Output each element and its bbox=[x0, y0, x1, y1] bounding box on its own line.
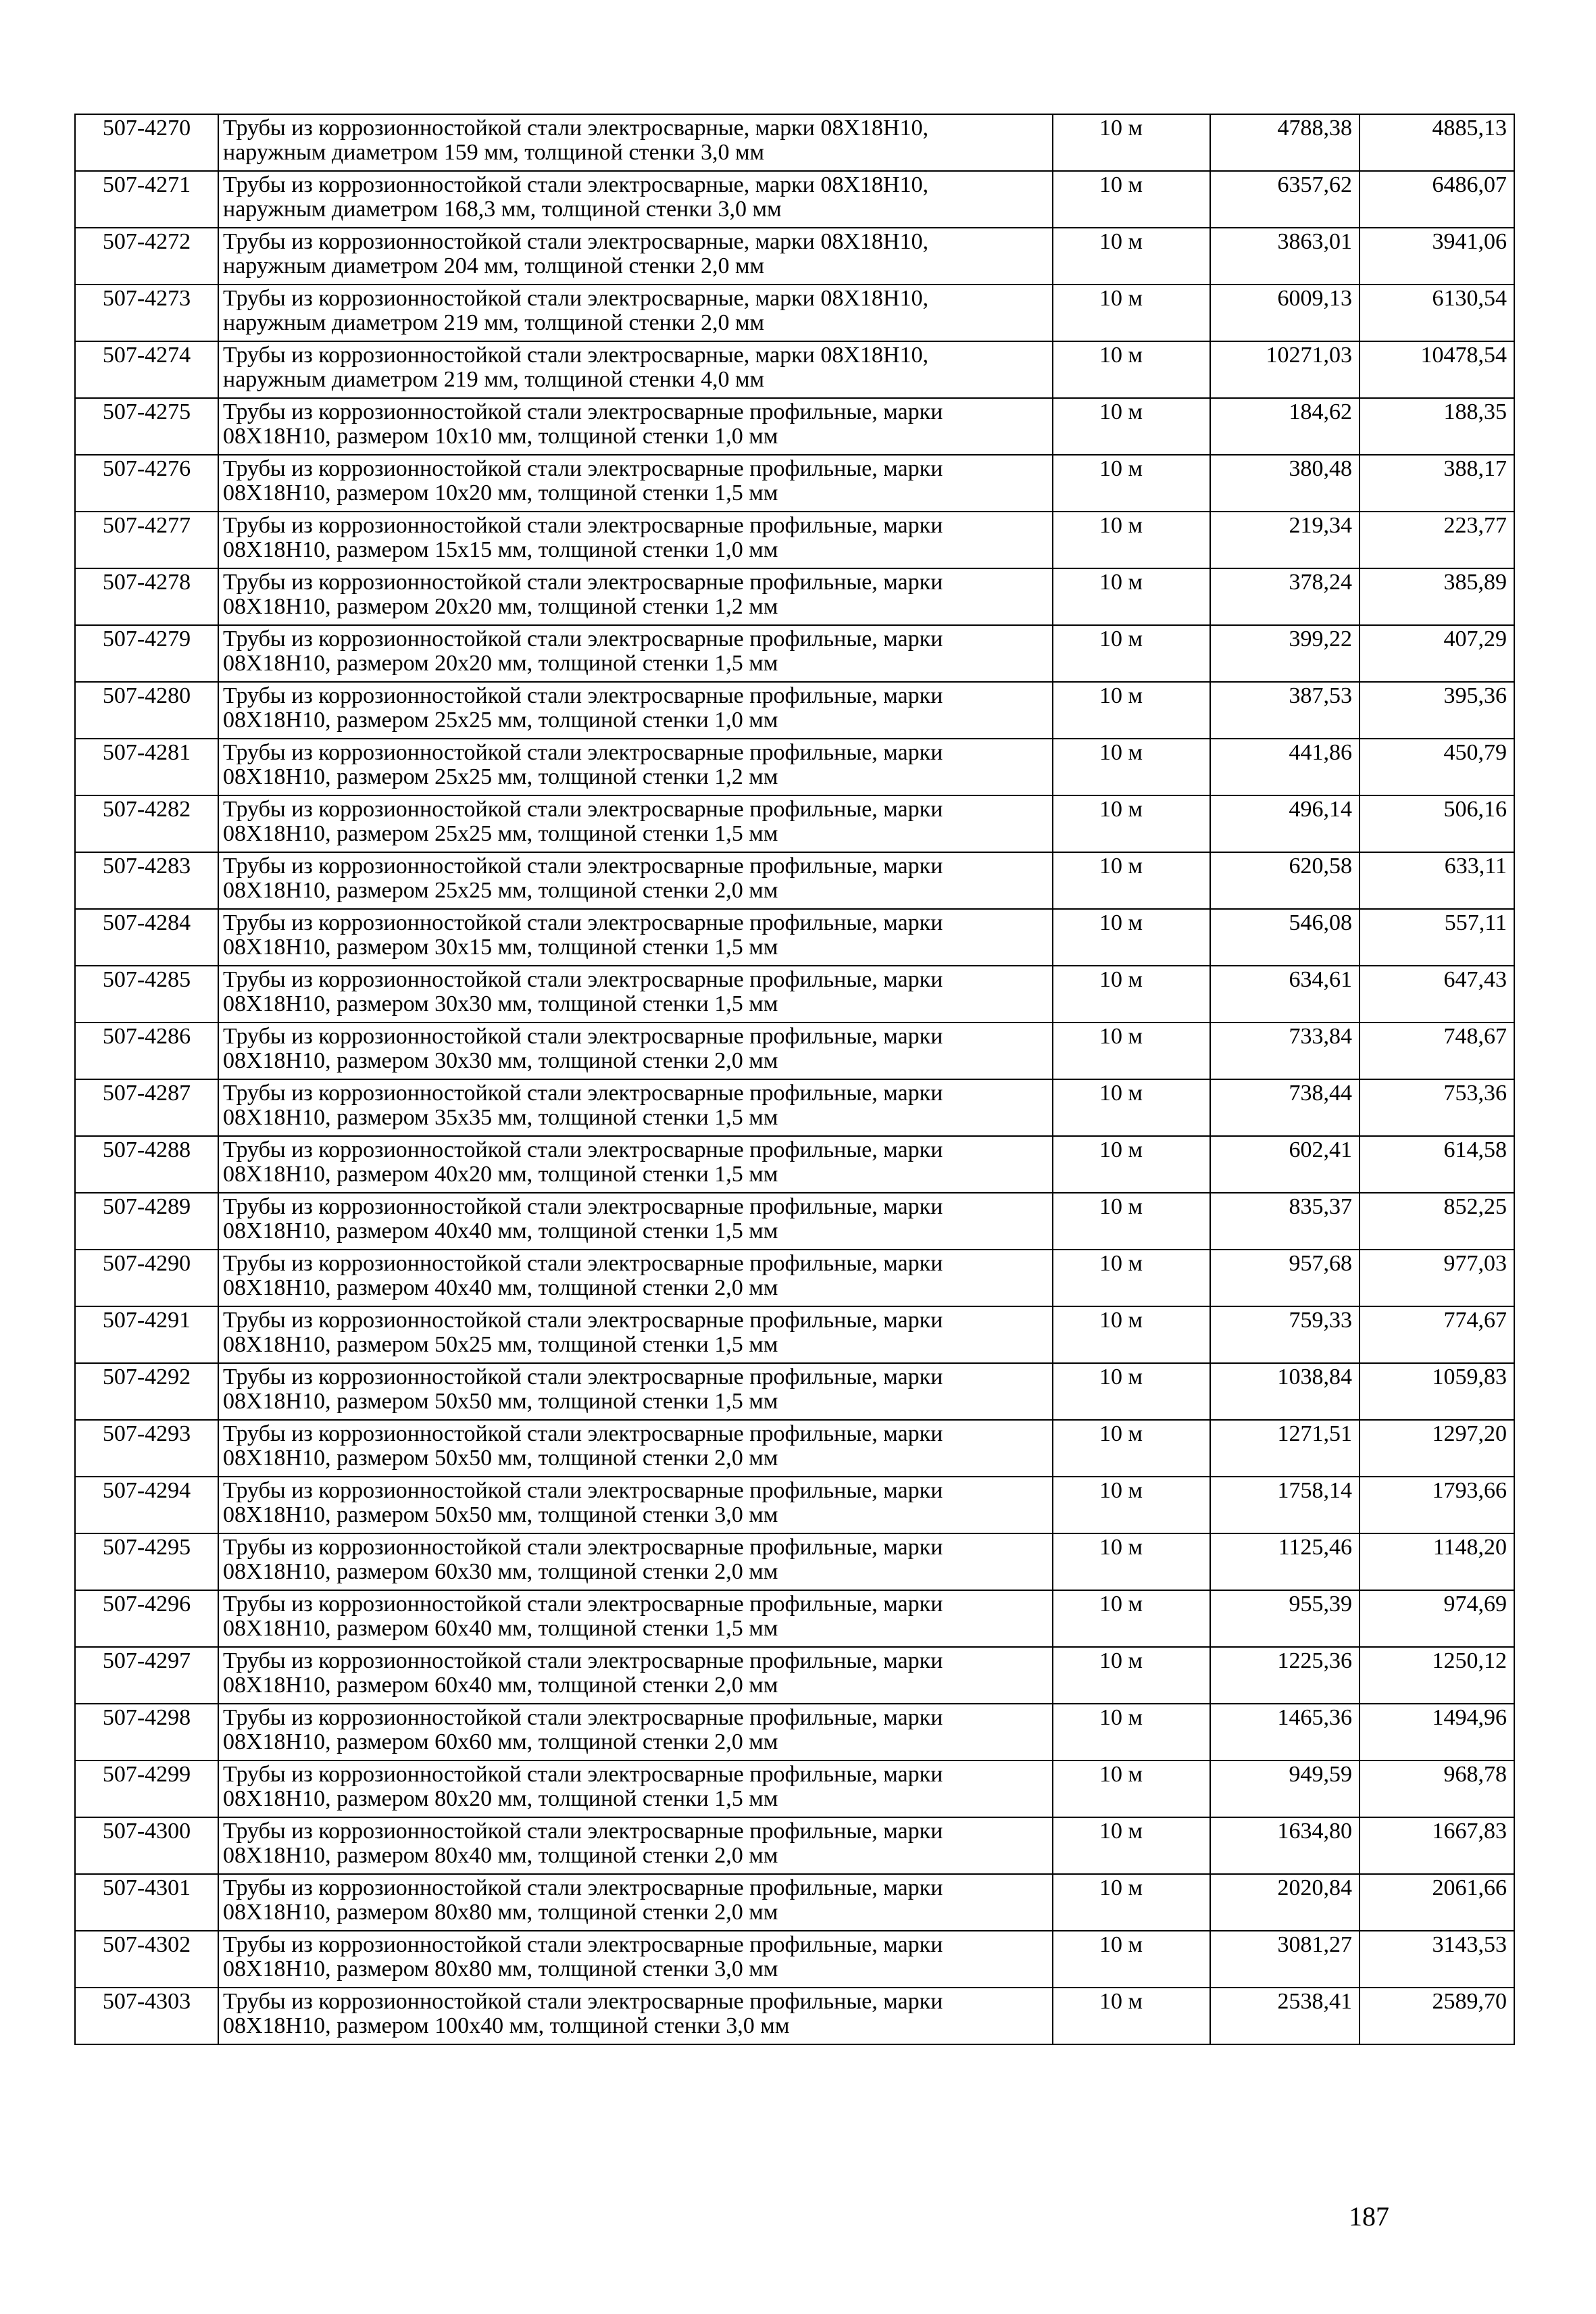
price-1-cell: 733,84 bbox=[1210, 1023, 1360, 1079]
item-name-cell bbox=[218, 455, 1053, 512]
price-2-cell: 1250,12 bbox=[1360, 1647, 1514, 1704]
item-name-line-1: Трубы из коррозионностойкой стали электросварные профильные, марки bbox=[223, 456, 943, 481]
price-2-cell: 647,43 bbox=[1360, 966, 1514, 1023]
item-code-cell: 507-4273 bbox=[75, 285, 218, 341]
item-code-cell: 507-4278 bbox=[75, 568, 218, 625]
table-row bbox=[75, 1136, 1514, 1193]
table-row bbox=[75, 966, 1514, 1023]
price-2-cell: 974,69 bbox=[1360, 1590, 1514, 1647]
item-name-cell bbox=[218, 114, 1053, 171]
unit-cell: 10 м bbox=[1053, 1988, 1210, 2044]
item-name-cell bbox=[218, 852, 1053, 909]
price-2-cell: 395,36 bbox=[1360, 682, 1514, 739]
unit-cell: 10 м bbox=[1053, 568, 1210, 625]
item-name-line-2: 08Х18Н10, размером 30х15 мм, толщиной стенки 1,5 мм bbox=[223, 935, 778, 960]
table-row bbox=[75, 682, 1514, 739]
item-name-cell bbox=[218, 568, 1053, 625]
item-name-line-2: 08Х18Н10, размером 80х20 мм, толщиной стенки 1,5 мм bbox=[223, 1786, 778, 1811]
table-row bbox=[75, 1647, 1514, 1704]
table-row bbox=[75, 1306, 1514, 1363]
table-row bbox=[75, 1363, 1514, 1420]
unit-cell: 10 м bbox=[1053, 1193, 1210, 1250]
unit-cell: 10 м bbox=[1053, 852, 1210, 909]
table-row bbox=[75, 398, 1514, 455]
unit-cell: 10 м bbox=[1053, 1817, 1210, 1874]
item-name-line-1: Трубы из коррозионностойкой стали электросварные профильные, марки bbox=[223, 1875, 943, 1900]
item-code-cell: 507-4270 bbox=[75, 114, 218, 171]
price-2-cell: 1667,83 bbox=[1360, 1817, 1514, 1874]
item-name-line-2: 08Х18Н10, размером 10х20 мм, толщиной стенки 1,5 мм bbox=[223, 481, 778, 506]
item-name-line-2: 08Х18Н10, размером 40х20 мм, толщиной стенки 1,5 мм bbox=[223, 1162, 778, 1187]
item-name-line-2: 08Х18Н10, размером 25х25 мм, толщиной стенки 1,2 мм bbox=[223, 764, 778, 789]
price-2-cell: 557,11 bbox=[1360, 909, 1514, 966]
price-2-cell: 852,25 bbox=[1360, 1193, 1514, 1250]
price-2-cell: 748,67 bbox=[1360, 1023, 1514, 1079]
table-row bbox=[75, 1250, 1514, 1306]
price-1-cell: 387,53 bbox=[1210, 682, 1360, 739]
item-name-line-1: Трубы из коррозионностойкой стали электросварные профильные, марки bbox=[223, 910, 943, 935]
unit-cell: 10 м bbox=[1053, 1250, 1210, 1306]
price-1-cell: 6357,62 bbox=[1210, 171, 1360, 228]
item-code-cell: 507-4287 bbox=[75, 1079, 218, 1136]
unit-cell: 10 м bbox=[1053, 739, 1210, 795]
item-code-cell: 507-4272 bbox=[75, 228, 218, 285]
item-name-cell bbox=[218, 285, 1053, 341]
item-name-cell bbox=[218, 1420, 1053, 1477]
item-name-line-1: Трубы из коррозионностойкой стали электросварные, марки 08Х18Н10, bbox=[223, 229, 928, 254]
item-name-cell bbox=[218, 1136, 1053, 1193]
table-row bbox=[75, 1874, 1514, 1931]
unit-cell: 10 м bbox=[1053, 1931, 1210, 1988]
price-2-cell: 968,78 bbox=[1360, 1761, 1514, 1817]
price-2-cell: 753,36 bbox=[1360, 1079, 1514, 1136]
item-name-line-1: Трубы из коррозионностойкой стали электросварные профильные, марки bbox=[223, 1592, 943, 1617]
item-name-line-2: 08Х18Н10, размером 20х20 мм, толщиной стенки 1,2 мм bbox=[223, 594, 778, 619]
item-code-cell: 507-4300 bbox=[75, 1817, 218, 1874]
table-row bbox=[75, 341, 1514, 398]
item-code-cell: 507-4294 bbox=[75, 1477, 218, 1533]
item-code-cell: 507-4285 bbox=[75, 966, 218, 1023]
unit-cell: 10 м bbox=[1053, 1477, 1210, 1533]
price-1-cell: 219,34 bbox=[1210, 512, 1360, 568]
unit-cell: 10 м bbox=[1053, 682, 1210, 739]
price-1-cell: 759,33 bbox=[1210, 1306, 1360, 1363]
item-name-line-2: наружным диаметром 219 мм, толщиной стенки 4,0 мм bbox=[223, 367, 764, 392]
item-code-cell: 507-4290 bbox=[75, 1250, 218, 1306]
table-row bbox=[75, 1533, 1514, 1590]
table-row bbox=[75, 1477, 1514, 1533]
price-1-cell: 3081,27 bbox=[1210, 1931, 1360, 1988]
item-name-cell bbox=[218, 1874, 1053, 1931]
item-code-cell: 507-4275 bbox=[75, 398, 218, 455]
item-code-cell: 507-4280 bbox=[75, 682, 218, 739]
price-table bbox=[74, 114, 1515, 2045]
price-1-cell: 441,86 bbox=[1210, 739, 1360, 795]
price-2-cell: 10478,54 bbox=[1360, 341, 1514, 398]
item-name-line-1: Трубы из коррозионностойкой стали электросварные профильные, марки bbox=[223, 683, 943, 708]
item-name-cell bbox=[218, 341, 1053, 398]
price-2-cell: 223,77 bbox=[1360, 512, 1514, 568]
table-row bbox=[75, 285, 1514, 341]
unit-cell: 10 м bbox=[1053, 1363, 1210, 1420]
item-name-cell bbox=[218, 512, 1053, 568]
item-name-line-1: Трубы из коррозионностойкой стали электросварные профильные, марки bbox=[223, 1478, 943, 1503]
unit-cell: 10 м bbox=[1053, 1023, 1210, 1079]
table-row bbox=[75, 455, 1514, 512]
item-name-line-2: 08Х18Н10, размером 35х35 мм, толщиной стенки 1,5 мм bbox=[223, 1105, 778, 1130]
item-code-cell: 507-4277 bbox=[75, 512, 218, 568]
price-1-cell: 949,59 bbox=[1210, 1761, 1360, 1817]
item-name-line-1: Трубы из коррозионностойкой стали электросварные профильные, марки bbox=[223, 1024, 943, 1049]
unit-cell: 10 м bbox=[1053, 1533, 1210, 1590]
table-row bbox=[75, 1193, 1514, 1250]
item-code-cell: 507-4301 bbox=[75, 1874, 218, 1931]
item-name-line-2: наружным диаметром 204 мм, толщиной стенки 2,0 мм bbox=[223, 253, 764, 278]
item-name-line-1: Трубы из коррозионностойкой стали электросварные, марки 08Х18Н10, bbox=[223, 116, 928, 141]
item-name-cell bbox=[218, 1533, 1053, 1590]
price-1-cell: 184,62 bbox=[1210, 398, 1360, 455]
item-code-cell: 507-4288 bbox=[75, 1136, 218, 1193]
item-name-line-1: Трубы из коррозионностойкой стали электросварные профильные, марки bbox=[223, 1251, 943, 1276]
item-name-line-2: 08Х18Н10, размером 50х50 мм, толщиной стенки 1,5 мм bbox=[223, 1389, 778, 1414]
price-1-cell: 1225,36 bbox=[1210, 1647, 1360, 1704]
table-row bbox=[75, 795, 1514, 852]
table-row bbox=[75, 512, 1514, 568]
price-1-cell: 1634,80 bbox=[1210, 1817, 1360, 1874]
price-1-cell: 2020,84 bbox=[1210, 1874, 1360, 1931]
table-row bbox=[75, 1931, 1514, 1988]
item-name-line-1: Трубы из коррозионностойкой стали электросварные профильные, марки bbox=[223, 1194, 943, 1219]
price-2-cell: 385,89 bbox=[1360, 568, 1514, 625]
item-code-cell: 507-4283 bbox=[75, 852, 218, 909]
item-name-line-1: Трубы из коррозионностойкой стали электросварные профильные, марки bbox=[223, 1364, 943, 1389]
unit-cell: 10 м bbox=[1053, 1136, 1210, 1193]
table-row bbox=[75, 1761, 1514, 1817]
price-1-cell: 1271,51 bbox=[1210, 1420, 1360, 1477]
price-2-cell: 1297,20 bbox=[1360, 1420, 1514, 1477]
item-code-cell: 507-4274 bbox=[75, 341, 218, 398]
price-1-cell: 955,39 bbox=[1210, 1590, 1360, 1647]
item-name-line-1: Трубы из коррозионностойкой стали электросварные профильные, марки bbox=[223, 854, 943, 879]
item-name-line-2: 08Х18Н10, размером 100х40 мм, толщиной стенки 3,0 мм bbox=[223, 2013, 790, 2038]
unit-cell: 10 м bbox=[1053, 171, 1210, 228]
item-code-cell: 507-4286 bbox=[75, 1023, 218, 1079]
item-name-cell bbox=[218, 1817, 1053, 1874]
price-2-cell: 6486,07 bbox=[1360, 171, 1514, 228]
item-name-line-1: Трубы из коррозионностойкой стали электросварные, марки 08Х18Н10, bbox=[223, 172, 928, 197]
item-code-cell: 507-4293 bbox=[75, 1420, 218, 1477]
item-name-line-1: Трубы из коррозионностойкой стали электросварные профильные, марки bbox=[223, 1421, 943, 1446]
item-name-line-1: Трубы из коррозионностойкой стали электросварные профильные, марки bbox=[223, 1762, 943, 1787]
page-number: 187 bbox=[1349, 2201, 1389, 2232]
item-name-cell bbox=[218, 1590, 1053, 1647]
table-row bbox=[75, 625, 1514, 682]
item-name-line-1: Трубы из коррозионностойкой стали электросварные профильные, марки bbox=[223, 626, 943, 651]
table-row bbox=[75, 1590, 1514, 1647]
item-name-cell bbox=[218, 1023, 1053, 1079]
unit-cell: 10 м bbox=[1053, 966, 1210, 1023]
unit-cell: 10 м bbox=[1053, 1420, 1210, 1477]
item-name-line-1: Трубы из коррозионностойкой стали электросварные профильные, марки bbox=[223, 1819, 943, 1844]
table-row bbox=[75, 739, 1514, 795]
price-1-cell: 835,37 bbox=[1210, 1193, 1360, 1250]
item-code-cell: 507-4284 bbox=[75, 909, 218, 966]
item-name-line-2: 08Х18Н10, размером 15х15 мм, толщиной стенки 1,0 мм bbox=[223, 537, 778, 562]
price-1-cell: 1125,46 bbox=[1210, 1533, 1360, 1590]
price-2-cell: 1059,83 bbox=[1360, 1363, 1514, 1420]
item-code-cell: 507-4299 bbox=[75, 1761, 218, 1817]
item-code-cell: 507-4289 bbox=[75, 1193, 218, 1250]
price-1-cell: 1758,14 bbox=[1210, 1477, 1360, 1533]
item-name-cell bbox=[218, 909, 1053, 966]
price-1-cell: 496,14 bbox=[1210, 795, 1360, 852]
item-name-cell bbox=[218, 1761, 1053, 1817]
item-code-cell: 507-4282 bbox=[75, 795, 218, 852]
table-row bbox=[75, 1817, 1514, 1874]
item-name-line-2: 08Х18Н10, размером 50х50 мм, толщиной стенки 3,0 мм bbox=[223, 1502, 778, 1527]
item-name-line-1: Трубы из коррозионностойкой стали электросварные профильные, марки bbox=[223, 740, 943, 765]
item-name-line-1: Трубы из коррозионностойкой стали электросварные профильные, марки bbox=[223, 399, 943, 424]
item-name-line-1: Трубы из коррозионностойкой стали электросварные профильные, марки bbox=[223, 1989, 943, 2014]
item-name-cell bbox=[218, 398, 1053, 455]
item-name-cell bbox=[218, 682, 1053, 739]
table-row bbox=[75, 171, 1514, 228]
item-name-line-1: Трубы из коррозионностойкой стали электросварные профильные, марки bbox=[223, 797, 943, 822]
item-name-cell bbox=[218, 739, 1053, 795]
price-2-cell: 1793,66 bbox=[1360, 1477, 1514, 1533]
item-code-cell: 507-4295 bbox=[75, 1533, 218, 1590]
price-1-cell: 378,24 bbox=[1210, 568, 1360, 625]
price-1-cell: 546,08 bbox=[1210, 909, 1360, 966]
item-name-line-1: Трубы из коррозионностойкой стали электросварные, марки 08Х18Н10, bbox=[223, 286, 928, 311]
price-1-cell: 634,61 bbox=[1210, 966, 1360, 1023]
item-name-cell bbox=[218, 1250, 1053, 1306]
price-1-cell: 4788,38 bbox=[1210, 114, 1360, 171]
item-code-cell: 507-4303 bbox=[75, 1988, 218, 2044]
unit-cell: 10 м bbox=[1053, 285, 1210, 341]
item-name-line-1: Трубы из коррозионностойкой стали электросварные профильные, марки bbox=[223, 1081, 943, 1106]
price-2-cell: 633,11 bbox=[1360, 852, 1514, 909]
price-1-cell: 738,44 bbox=[1210, 1079, 1360, 1136]
item-name-line-2: 08Х18Н10, размером 60х60 мм, толщиной стенки 2,0 мм bbox=[223, 1729, 778, 1754]
price-1-cell: 957,68 bbox=[1210, 1250, 1360, 1306]
item-code-cell: 507-4296 bbox=[75, 1590, 218, 1647]
price-2-cell: 450,79 bbox=[1360, 739, 1514, 795]
unit-cell: 10 м bbox=[1053, 228, 1210, 285]
unit-cell: 10 м bbox=[1053, 341, 1210, 398]
price-2-cell: 188,35 bbox=[1360, 398, 1514, 455]
unit-cell: 10 м bbox=[1053, 1590, 1210, 1647]
item-name-cell bbox=[218, 1647, 1053, 1704]
price-1-cell: 6009,13 bbox=[1210, 285, 1360, 341]
table-row bbox=[75, 1704, 1514, 1761]
price-2-cell: 6130,54 bbox=[1360, 285, 1514, 341]
item-name-cell bbox=[218, 1931, 1053, 1988]
item-name-cell bbox=[218, 1363, 1053, 1420]
price-1-cell: 602,41 bbox=[1210, 1136, 1360, 1193]
item-name-cell bbox=[218, 1193, 1053, 1250]
item-name-line-1: Трубы из коррозионностойкой стали электросварные профильные, марки bbox=[223, 1932, 943, 1957]
unit-cell: 10 м bbox=[1053, 625, 1210, 682]
item-name-cell bbox=[218, 966, 1053, 1023]
unit-cell: 10 м bbox=[1053, 795, 1210, 852]
price-1-cell: 10271,03 bbox=[1210, 341, 1360, 398]
price-1-cell: 399,22 bbox=[1210, 625, 1360, 682]
item-name-line-2: 08Х18Н10, размером 40х40 мм, толщиной стенки 2,0 мм bbox=[223, 1275, 778, 1300]
item-code-cell: 507-4281 bbox=[75, 739, 218, 795]
item-code-cell: 507-4302 bbox=[75, 1931, 218, 1988]
unit-cell: 10 м bbox=[1053, 512, 1210, 568]
item-name-line-2: наружным диаметром 168,3 мм, толщиной стенки 3,0 мм bbox=[223, 197, 782, 222]
price-2-cell: 4885,13 bbox=[1360, 114, 1514, 171]
price-2-cell: 614,58 bbox=[1360, 1136, 1514, 1193]
price-2-cell: 1494,96 bbox=[1360, 1704, 1514, 1761]
item-name-cell bbox=[218, 228, 1053, 285]
unit-cell: 10 м bbox=[1053, 1761, 1210, 1817]
item-code-cell: 507-4292 bbox=[75, 1363, 218, 1420]
item-name-line-2: 08Х18Н10, размером 80х80 мм, толщиной стенки 3,0 мм bbox=[223, 1956, 778, 1981]
table-row bbox=[75, 1023, 1514, 1079]
table-row bbox=[75, 114, 1514, 171]
table-row bbox=[75, 228, 1514, 285]
price-2-cell: 977,03 bbox=[1360, 1250, 1514, 1306]
price-1-cell: 620,58 bbox=[1210, 852, 1360, 909]
price-1-cell: 3863,01 bbox=[1210, 228, 1360, 285]
price-2-cell: 774,67 bbox=[1360, 1306, 1514, 1363]
item-name-line-2: 08Х18Н10, размером 60х40 мм, толщиной стенки 2,0 мм bbox=[223, 1673, 778, 1698]
table-row bbox=[75, 852, 1514, 909]
item-name-line-1: Трубы из коррозионностойкой стали электросварные профильные, марки bbox=[223, 967, 943, 992]
price-2-cell: 2589,70 bbox=[1360, 1988, 1514, 2044]
table-row bbox=[75, 1420, 1514, 1477]
price-2-cell: 3941,06 bbox=[1360, 228, 1514, 285]
item-name-cell bbox=[218, 625, 1053, 682]
price-2-cell: 3143,53 bbox=[1360, 1931, 1514, 1988]
unit-cell: 10 м bbox=[1053, 398, 1210, 455]
unit-cell: 10 м bbox=[1053, 1079, 1210, 1136]
item-name-line-1: Трубы из коррозионностойкой стали электросварные, марки 08Х18Н10, bbox=[223, 343, 928, 368]
unit-cell: 10 м bbox=[1053, 455, 1210, 512]
unit-cell: 10 м bbox=[1053, 1306, 1210, 1363]
item-name-cell bbox=[218, 1988, 1053, 2044]
item-name-cell bbox=[218, 1477, 1053, 1533]
table-row bbox=[75, 1988, 1514, 2044]
item-name-cell bbox=[218, 171, 1053, 228]
item-name-cell bbox=[218, 1079, 1053, 1136]
item-name-line-2: 08Х18Н10, размером 30х30 мм, толщиной стенки 1,5 мм bbox=[223, 991, 778, 1016]
price-1-cell: 1465,36 bbox=[1210, 1704, 1360, 1761]
item-code-cell: 507-4298 bbox=[75, 1704, 218, 1761]
item-name-line-1: Трубы из коррозионностойкой стали электросварные профильные, марки bbox=[223, 1705, 943, 1730]
unit-cell: 10 м bbox=[1053, 114, 1210, 171]
price-1-cell: 2538,41 bbox=[1210, 1988, 1360, 2044]
item-name-line-2: 08Х18Н10, размером 80х80 мм, толщиной стенки 2,0 мм bbox=[223, 1900, 778, 1925]
price-2-cell: 506,16 bbox=[1360, 795, 1514, 852]
item-name-line-1: Трубы из коррозионностойкой стали электросварные профильные, марки bbox=[223, 1137, 943, 1162]
unit-cell: 10 м bbox=[1053, 1874, 1210, 1931]
table-row bbox=[75, 909, 1514, 966]
price-2-cell: 2061,66 bbox=[1360, 1874, 1514, 1931]
item-name-line-1: Трубы из коррозионностойкой стали электросварные профильные, марки bbox=[223, 513, 943, 538]
table-row bbox=[75, 1079, 1514, 1136]
item-name-line-1: Трубы из коррозионностойкой стали электросварные профильные, марки bbox=[223, 570, 943, 595]
unit-cell: 10 м bbox=[1053, 1647, 1210, 1704]
price-1-cell: 380,48 bbox=[1210, 455, 1360, 512]
item-name-line-2: 08Х18Н10, размером 25х25 мм, толщиной стенки 1,5 мм bbox=[223, 821, 778, 846]
item-name-line-2: наружным диаметром 159 мм, толщиной стенки 3,0 мм bbox=[223, 140, 764, 165]
item-name-line-2: 08Х18Н10, размером 50х50 мм, толщиной стенки 2,0 мм bbox=[223, 1446, 778, 1471]
unit-cell: 10 м bbox=[1053, 909, 1210, 966]
price-2-cell: 407,29 bbox=[1360, 625, 1514, 682]
item-code-cell: 507-4279 bbox=[75, 625, 218, 682]
item-name-line-2: 08Х18Н10, размером 50х25 мм, толщиной стенки 1,5 мм bbox=[223, 1332, 778, 1357]
item-name-line-2: 08Х18Н10, размером 10х10 мм, толщиной стенки 1,0 мм bbox=[223, 424, 778, 449]
table-row bbox=[75, 568, 1514, 625]
item-name-cell bbox=[218, 1704, 1053, 1761]
item-name-line-2: 08Х18Н10, размером 30х30 мм, толщиной стенки 2,0 мм bbox=[223, 1048, 778, 1073]
table-body bbox=[75, 114, 1514, 2044]
item-code-cell: 507-4297 bbox=[75, 1647, 218, 1704]
price-1-cell: 1038,84 bbox=[1210, 1363, 1360, 1420]
item-code-cell: 507-4271 bbox=[75, 171, 218, 228]
item-name-line-2: 08Х18Н10, размером 25х25 мм, толщиной стенки 1,0 мм bbox=[223, 708, 778, 733]
item-name-line-1: Трубы из коррозионностойкой стали электросварные профильные, марки bbox=[223, 1308, 943, 1333]
item-name-line-2: наружным диаметром 219 мм, толщиной стенки 2,0 мм bbox=[223, 310, 764, 335]
item-name-cell bbox=[218, 1306, 1053, 1363]
item-name-line-2: 08Х18Н10, размером 20х20 мм, толщиной стенки 1,5 мм bbox=[223, 651, 778, 676]
unit-cell: 10 м bbox=[1053, 1704, 1210, 1761]
item-name-line-1: Трубы из коррозионностойкой стали электросварные профильные, марки bbox=[223, 1648, 943, 1673]
item-code-cell: 507-4276 bbox=[75, 455, 218, 512]
item-name-line-2: 08Х18Н10, размером 40х40 мм, толщиной стенки 1,5 мм bbox=[223, 1218, 778, 1244]
item-name-line-2: 08Х18Н10, размером 25х25 мм, толщиной стенки 2,0 мм bbox=[223, 878, 778, 903]
item-name-line-2: 08Х18Н10, размером 60х30 мм, толщиной стенки 2,0 мм bbox=[223, 1559, 778, 1584]
item-name-line-2: 08Х18Н10, размером 60х40 мм, толщиной стенки 1,5 мм bbox=[223, 1616, 778, 1641]
item-name-line-1: Трубы из коррозионностойкой стали электросварные профильные, марки bbox=[223, 1535, 943, 1560]
price-2-cell: 1148,20 bbox=[1360, 1533, 1514, 1590]
item-name-cell bbox=[218, 795, 1053, 852]
item-name-line-2: 08Х18Н10, размером 80х40 мм, толщиной стенки 2,0 мм bbox=[223, 1843, 778, 1868]
item-code-cell: 507-4291 bbox=[75, 1306, 218, 1363]
price-2-cell: 388,17 bbox=[1360, 455, 1514, 512]
